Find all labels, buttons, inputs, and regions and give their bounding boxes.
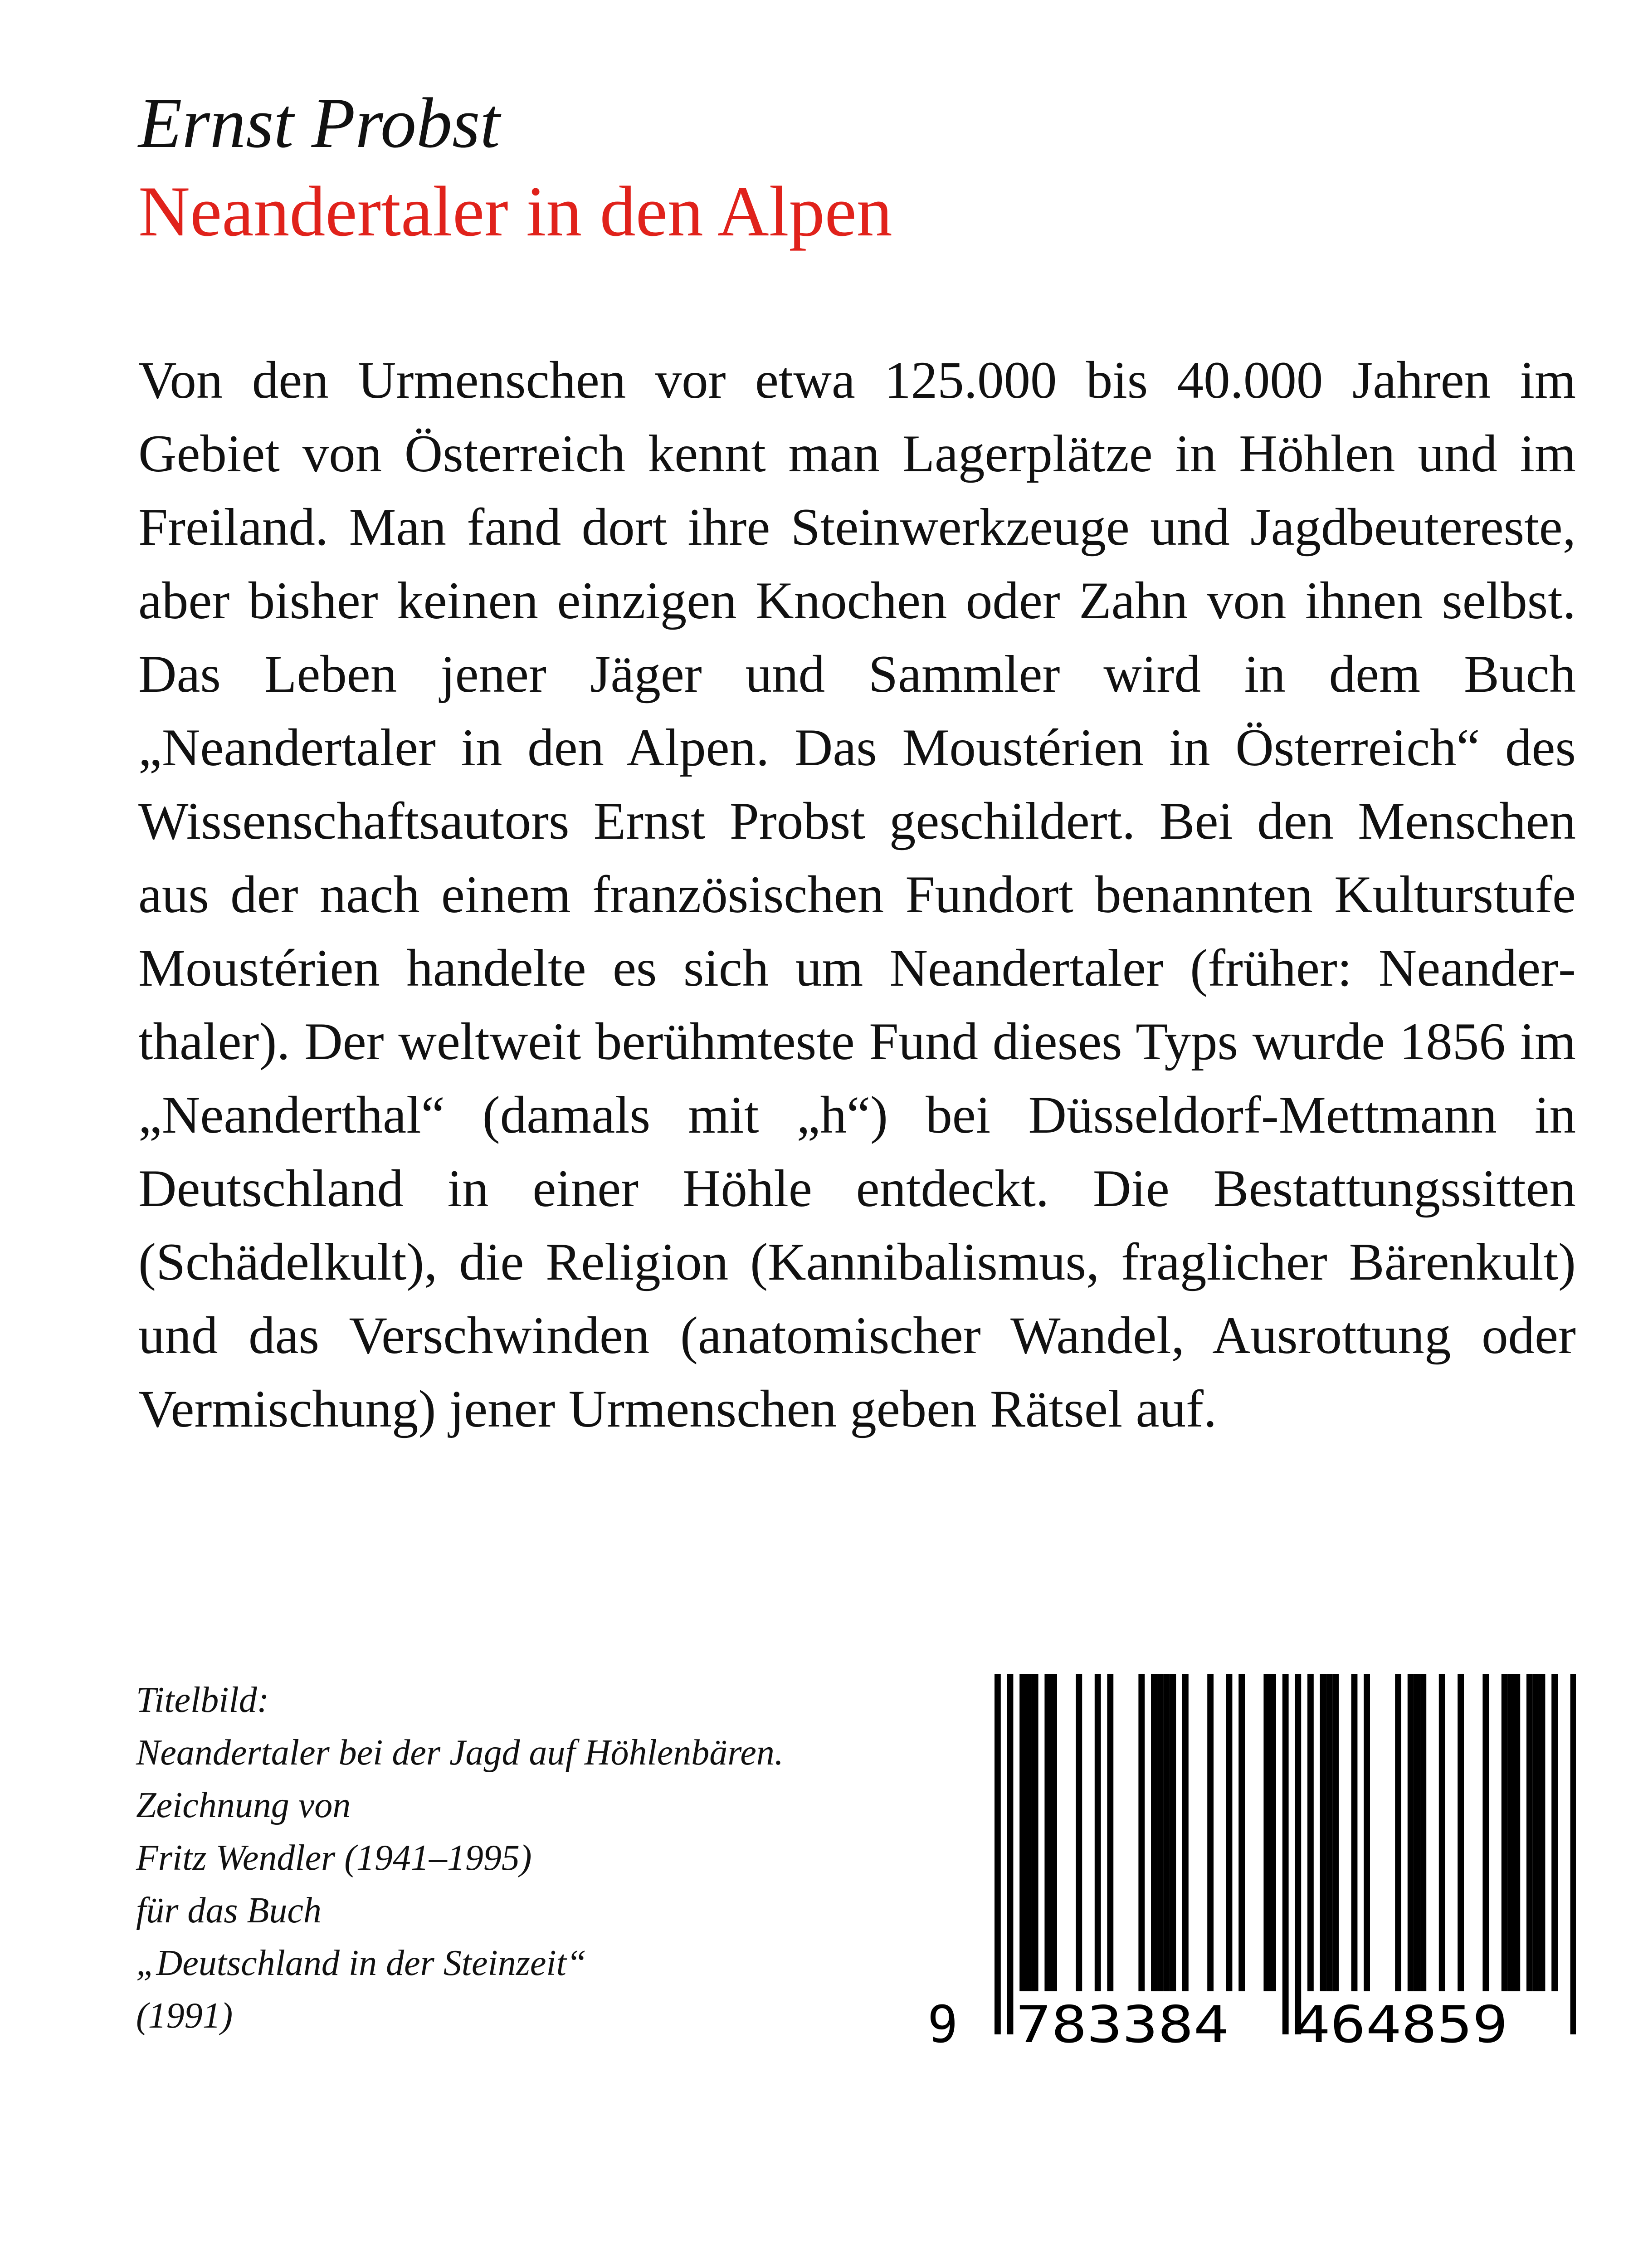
barcode-bar — [1326, 1674, 1332, 1991]
cover-image-caption — [136, 1674, 862, 2042]
barcode-bar — [1157, 1674, 1164, 1991]
barcode-bar — [1164, 1674, 1170, 1991]
caption-line: für das Buch — [136, 1891, 322, 1931]
caption-line: Zeichnung von — [136, 1785, 351, 1825]
barcode-bar — [1207, 1674, 1214, 1991]
isbn-barcode — [927, 1674, 1576, 2046]
barcode-bar — [1051, 1674, 1057, 1991]
barcode-bar — [1539, 1674, 1545, 1991]
barcode-bar — [1514, 1674, 1520, 1991]
barcode-bar — [1044, 1674, 1051, 1991]
barcode-bar — [1076, 1674, 1082, 1991]
barcode-bar — [1508, 1674, 1514, 1991]
barcode-bar — [1332, 1674, 1339, 1991]
caption-line: „Deutschland in der Steinzeit“ — [136, 1943, 587, 1983]
barcode-bar — [1019, 1674, 1026, 1991]
book-title: Neandertaler in den Alpen — [138, 172, 892, 251]
barcode-bar — [1270, 1674, 1276, 1991]
barcode-bar — [1151, 1674, 1157, 1991]
barcode-bar — [1526, 1674, 1533, 1991]
barcode-bar — [1420, 1674, 1426, 1991]
barcode-bar — [1226, 1674, 1233, 1991]
barcode-bar — [1107, 1674, 1113, 1991]
barcode-bar — [1320, 1674, 1326, 1991]
barcode-bar — [1502, 1674, 1508, 1991]
barcode-guard-bar — [1295, 1674, 1301, 2034]
barcode-bar — [1364, 1674, 1370, 1991]
caption-line: (1991) — [136, 1996, 233, 2036]
caption-line: Neandertaler bei der Jagd auf Höhlenbären. — [136, 1733, 784, 1773]
barcode-bar — [1263, 1674, 1270, 1991]
barcode-bar — [1439, 1674, 1445, 1991]
barcode-bar — [1395, 1674, 1401, 1991]
barcode-guard-bar — [1007, 1674, 1014, 2034]
author-name: Ernst Probst — [138, 83, 500, 163]
barcode-bar — [1414, 1674, 1420, 1991]
barcode-bar — [1138, 1674, 1145, 1991]
barcode-bar — [1408, 1674, 1414, 1991]
barcode-bar — [1238, 1674, 1245, 1991]
caption-line: Fritz Wendler (1941–1995) — [136, 1838, 532, 1878]
barcode-bar — [1458, 1674, 1464, 1991]
barcode-bar — [1533, 1674, 1539, 1991]
barcode-prefix-digit: 9 — [927, 1995, 958, 2046]
barcode-bar — [1482, 1674, 1489, 1991]
barcode-bars — [995, 1674, 1576, 2034]
barcode-bar — [1551, 1674, 1558, 1991]
barcode-bar — [1032, 1674, 1038, 1991]
barcode-bar — [1182, 1674, 1189, 1991]
barcode-guard-bar — [1282, 1674, 1289, 2034]
barcode-bar — [1170, 1674, 1176, 1991]
barcode-guard-bar — [995, 1674, 1001, 2034]
barcode-right-digits: 464859 — [1295, 1995, 1508, 2046]
barcode-bar — [1307, 1674, 1314, 1991]
blurb-text: Von den Urmenschen vor etwa 125.000 bis 40.000 Jahren im Gebiet von Österreich kennt man Lagerplätze in Höhlen und im Freiland. Man fand dort ihre Steinwerkzeuge und Jagdbeutereste, aber bisher keinen einzigen Knochen oder Zahn von ihnen selbst. Das Leben jener Jäger und Sammler wird in dem Buch „Neandertaler in den Alpen. Das Moustérien in Österreich“ des Wissenschaftsautors Ernst Probst geschildert. Bei den Menschen aus der nach einem französischen Fundort benannten Kulturstufe Moustérien handelte es sich um Neandertaler (früher: Neanderthaler). Der weltweit berühmteste Fund dieses Typs wurde 1856 im „Neanderthal“ (damals mit „h“) bei Düsseldorf-Mettmann in Deutschland in einer Höhle entdeckt. Die Bestattungssitten (Schädelkult), die Religion (Kannibalismus, fraglicher Bärenkult) und das Verschwinden (anatomischer Wandel, Ausrottung oder Vermischung) jener Urmenschen geben Rätsel auf. — [138, 351, 1576, 1438]
caption-line: Titelbild: — [136, 1680, 269, 1720]
barcode-graphic — [927, 1674, 1576, 2046]
barcode-bar — [1095, 1674, 1101, 1991]
barcode-bar — [1026, 1674, 1032, 1991]
barcode-guard-bar — [1570, 1674, 1576, 2034]
barcode-bar — [1351, 1674, 1358, 1991]
barcode-left-digits: 783384 — [1016, 1995, 1229, 2046]
